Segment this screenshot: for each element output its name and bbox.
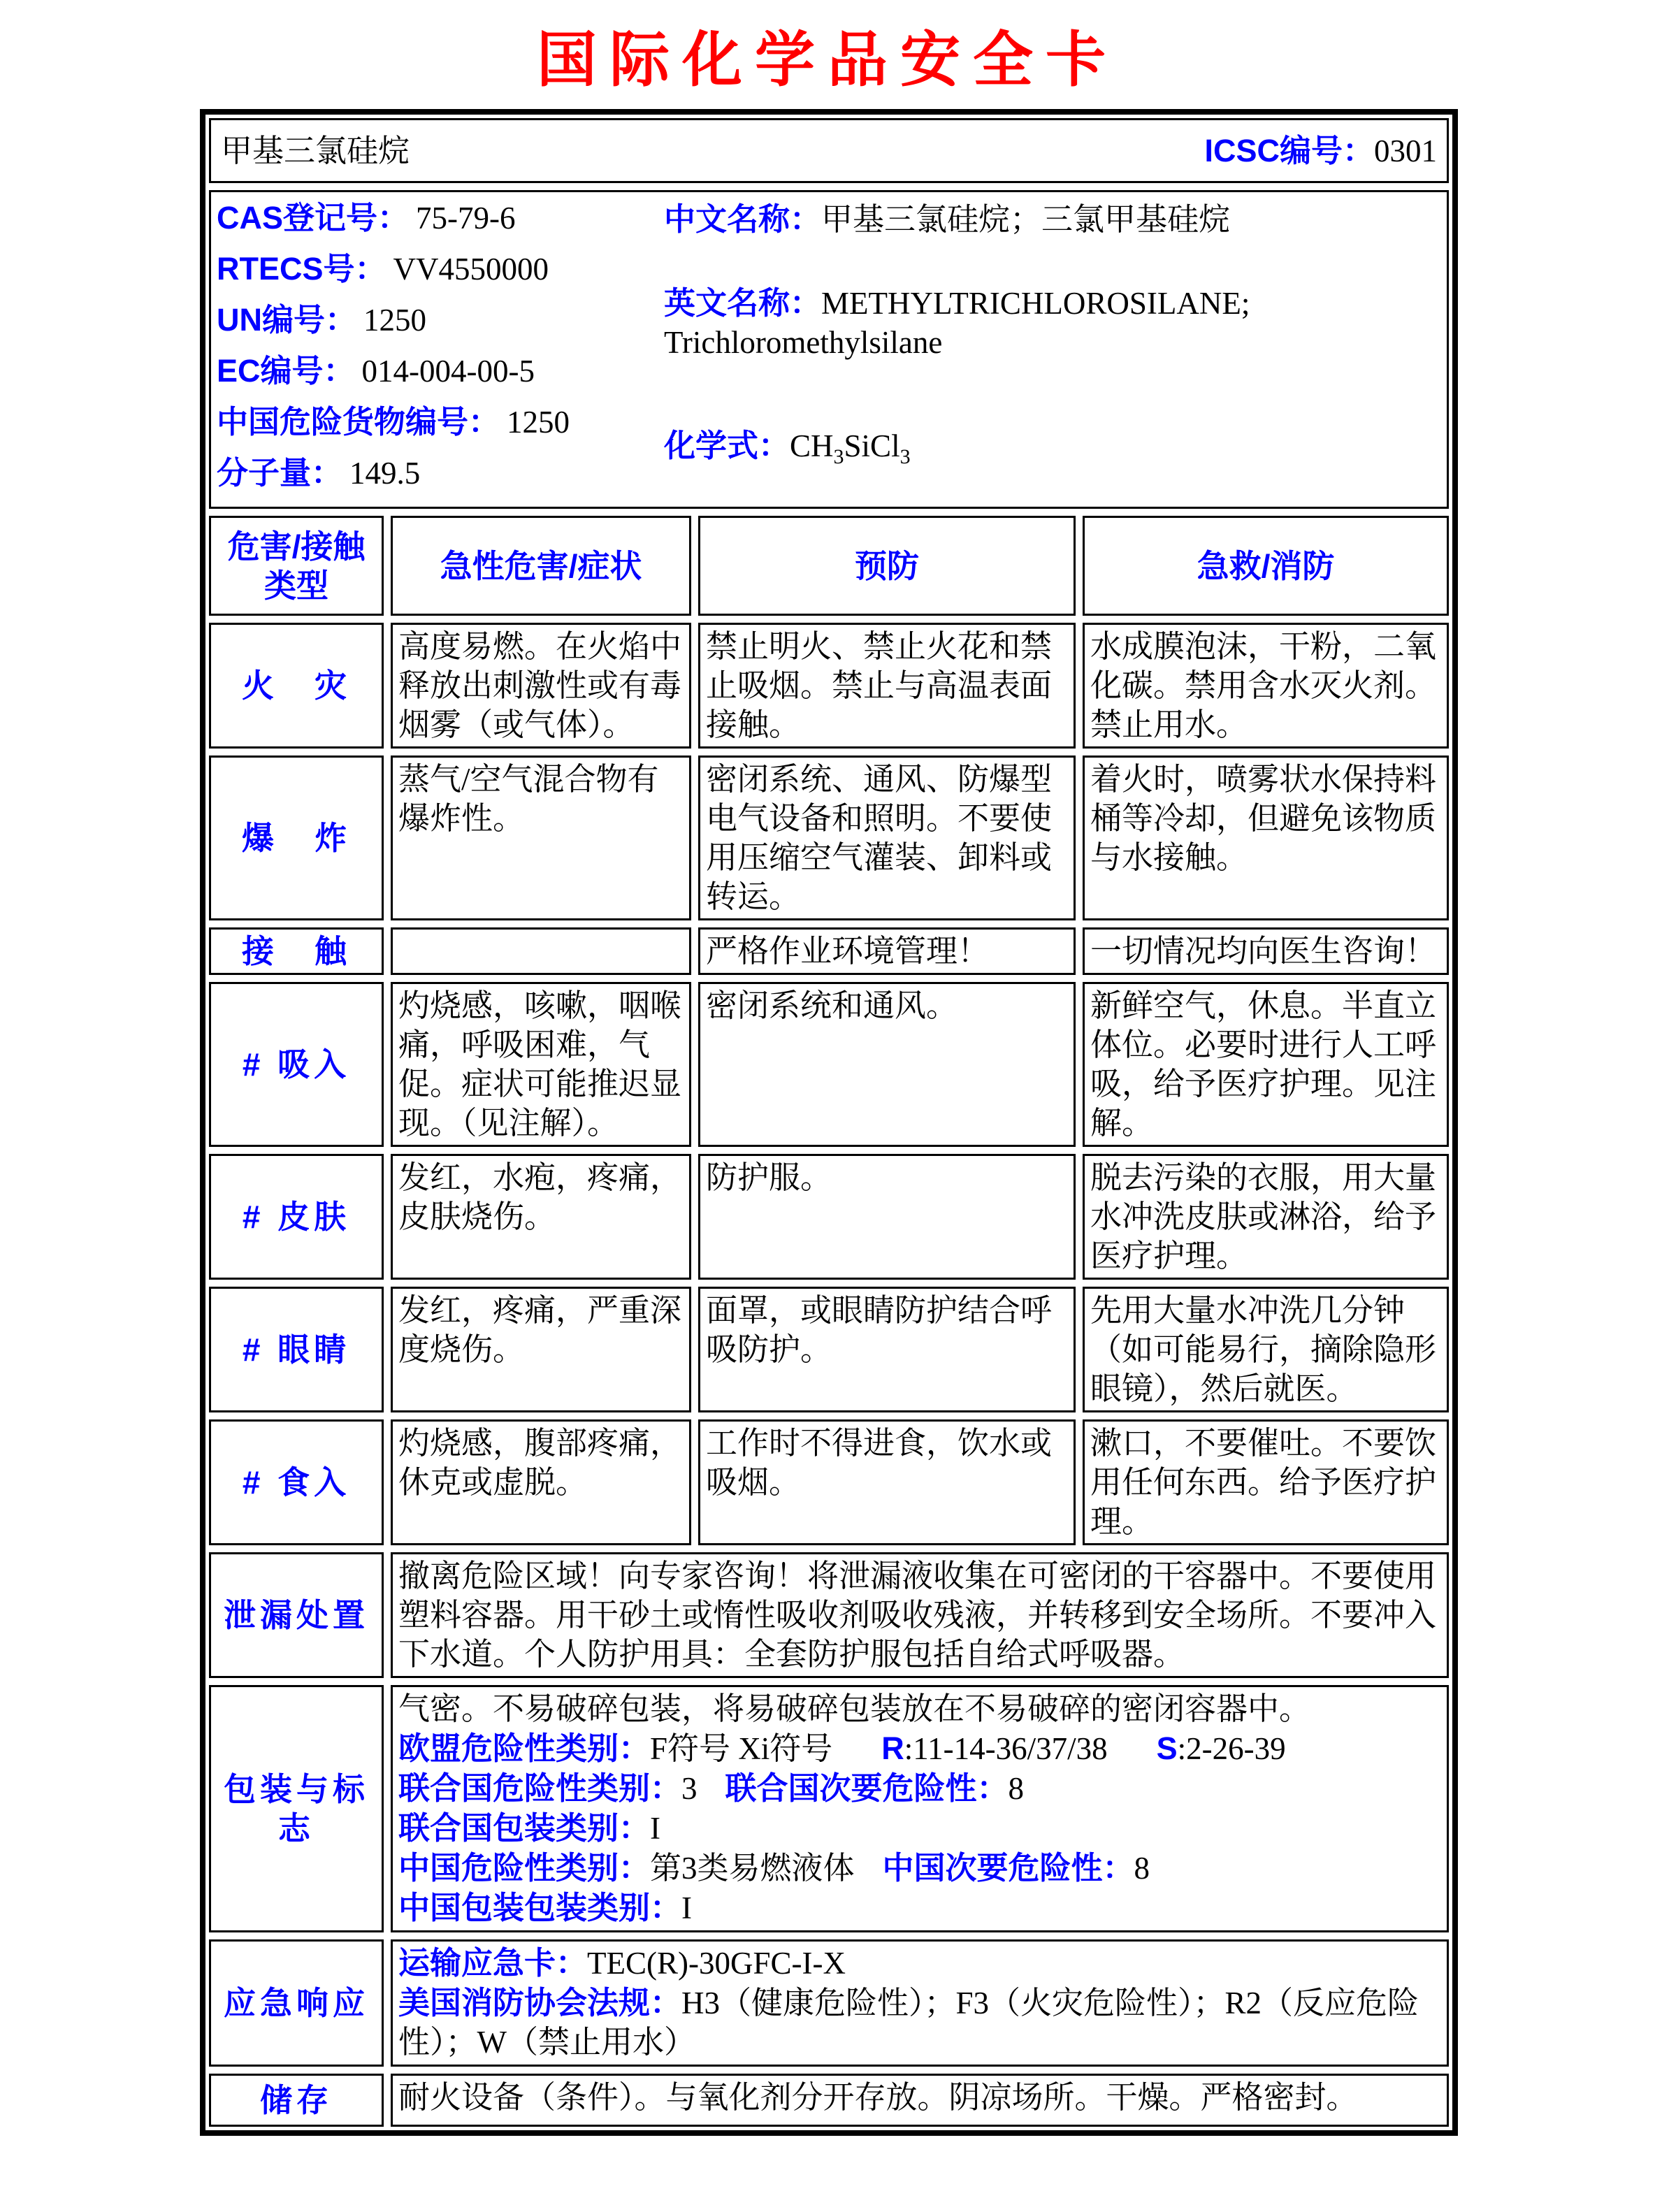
table-row — [209, 623, 1449, 749]
emergency-line-nfpa: 美国消防协会法规：H3（健康危险性）；F3（火灾危险性）；R2（反应危险性）；W（禁止用水） — [398, 1985, 1419, 2060]
table-row — [209, 1419, 1449, 1545]
row-label-exposure: 接 触 — [209, 927, 384, 975]
identifiers-right-column — [664, 194, 1441, 505]
exposure-response: 一切情况均向医生咨询！ — [1083, 927, 1449, 975]
table-row — [209, 2074, 1449, 2127]
row-label-fire: 火 灾 — [209, 623, 384, 749]
inhalation-response: 新鲜空气，休息。半直立体位。必要时进行人工呼吸，给予医疗护理。见注解。 — [1083, 982, 1449, 1147]
explosion-response: 着火时，喷雾状水保持料桶等冷却，但避免该物质与水接触。 — [1083, 756, 1449, 920]
header-acute-hazards: 急性危害/症状 — [391, 516, 691, 616]
skin-response: 脱去污染的衣服，用大量水冲洗皮肤或淋浴，给予医疗护理。 — [1083, 1154, 1449, 1280]
skin-prevention: 防护服。 — [698, 1154, 1076, 1280]
row-label-emergency: 应急响应 — [209, 1939, 384, 2067]
ec-number: EC编号： 014-004-00-5 — [217, 353, 535, 389]
storage-text: 耐火设备（条件）。与氧化剂分开存放。阴凉场所。干燥。严格密封。 — [391, 2074, 1449, 2127]
table-row — [209, 1287, 1449, 1412]
explosion-prevention: 密闭系统、通风、防爆型电气设备和照明。不要使用压缩空气灌装、卸料或转运。 — [698, 756, 1076, 920]
header-prevention: 预防 — [698, 516, 1076, 616]
explosion-symptoms: 蒸气/空气混合物有爆炸性。 — [391, 756, 691, 920]
exposure-symptoms — [391, 927, 691, 975]
exposure-prevention: 严格作业环境管理！ — [698, 927, 1076, 975]
table-row — [209, 756, 1449, 920]
icsc-number — [1204, 131, 1437, 171]
fire-prevention: 禁止明火、禁止火花和禁止吸烟。禁止与高温表面接触。 — [698, 623, 1076, 749]
skin-symptoms: 发红，水疱，疼痛，皮肤烧伤。 — [391, 1154, 691, 1280]
icsc-label: ICSC编号： — [1204, 132, 1374, 168]
table-row — [209, 1685, 1449, 1932]
table-row — [209, 1154, 1449, 1280]
eyes-response: 先用大量水冲洗几分钟（如可能易行，摘除隐形眼镜），然后就医。 — [1083, 1287, 1449, 1412]
inhalation-symptoms: 灼烧感，咳嗽，咽喉痛，呼吸困难，气促。症状可能推迟显现。（见注解）。 — [391, 982, 691, 1147]
spill-text: 撤离危险区域！向专家咨询！将泄漏液收集在可密闭的干容器中。不要使用塑料容器。用干砂土或惰性吸收剂吸收残液，并转移到安全场所。不要冲入下水道。个人防护用具：全套防护服包括自给式呼吸器。 — [391, 1552, 1449, 1678]
name-icsc-row — [209, 118, 1449, 183]
header-first-aid: 急救/消防 — [1083, 516, 1449, 616]
safety-card — [200, 109, 1458, 2136]
substance-name: 甲基三氯硅烷 — [221, 133, 410, 168]
table-row — [209, 927, 1449, 975]
table-row — [209, 1939, 1449, 2067]
packaging-content — [391, 1685, 1449, 1932]
row-label-storage: 储存 — [209, 2074, 384, 2127]
page-title: 国际化学品安全卡 — [537, 27, 1118, 94]
molecular-weight: 分子量： 149.5 — [217, 455, 421, 491]
packaging-line-cn-pack: 中国包装包装类别：I — [398, 1890, 693, 1925]
row-label-skin: # 皮肤 — [209, 1154, 384, 1280]
row-label-ingestion: # 食入 — [209, 1419, 384, 1545]
english-name: 英文名称：METHYLTRICHLOROSILANE; Trichloromethylsilane — [664, 285, 1250, 360]
chinese-name: 中文名称：甲基三氯硅烷；三氯甲基硅烷 — [664, 201, 1231, 237]
un-number: UN编号： 1250 — [217, 302, 426, 338]
packaging-line-un-pack: 联合国包装类别：I — [398, 1810, 661, 1846]
emergency-line-tec: 运输应急卡：TEC(R)-30GFC-I-X — [398, 1945, 846, 1981]
packaging-line-un-class: 联合国危险性类别：3 联合国次要危险性：8 — [398, 1770, 1025, 1806]
table-row — [209, 982, 1449, 1147]
row-label-spill: 泄漏处置 — [209, 1552, 384, 1678]
rtecs-number: RTECS号： VV4550000 — [217, 251, 549, 287]
china-dg-number: 中国危险货物编号： 1250 — [217, 404, 570, 440]
chemical-formula: 化学式：$CH_3SiCl_3$ — [664, 428, 911, 468]
row-label-packaging: 包装与标志 — [209, 1685, 384, 1932]
row-label-inhalation: # 吸入 — [209, 982, 384, 1147]
emergency-content — [391, 1939, 1449, 2067]
fire-symptoms: 高度易燃。在火焰中释放出刺激性或有毒烟雾（或气体）。 — [391, 623, 691, 749]
ingestion-prevention: 工作时不得进食，饮水或吸烟。 — [698, 1419, 1076, 1545]
packaging-line-eu: 欧盟危险性类别：F符号 Xi符号 R:11-14-36/37/38 S:2-26-39 — [398, 1730, 1286, 1766]
fire-response: 水成膜泡沫，干粉，二氧化碳。禁用含水灭火剂。禁止用水。 — [1083, 623, 1449, 749]
identifiers-section — [209, 190, 1449, 509]
cas-number: CAS登记号： 75-79-6 — [217, 200, 516, 236]
packaging-line-cn-class: 中国危险性类别：第3类易燃液体 中国次要危险性：8 — [398, 1850, 1150, 1886]
row-label-explosion: 爆 炸 — [209, 756, 384, 920]
table-row — [209, 1552, 1449, 1678]
inhalation-prevention: 密闭系统和通风。 — [698, 982, 1076, 1147]
row-label-eyes: # 眼睛 — [209, 1287, 384, 1412]
header-hazard-type: 危害/接触类型 — [209, 516, 384, 616]
eyes-symptoms: 发红，疼痛，严重深度烧伤。 — [391, 1287, 691, 1412]
eyes-prevention: 面罩，或眼睛防护结合呼吸防护。 — [698, 1287, 1076, 1412]
packaging-line-airtight: 气密。不易破碎包装，将易破碎包装放在不易破碎的密闭容器中。 — [398, 1691, 1311, 1726]
icsc-value: 0301 — [1374, 133, 1437, 168]
identifiers-left-column — [217, 194, 664, 505]
ingestion-symptoms: 灼烧感，腹部疼痛，休克或虚脱。 — [391, 1419, 691, 1545]
ingestion-response: 漱口，不要催吐。不要饮用任何东西。给予医疗护理。 — [1083, 1419, 1449, 1545]
